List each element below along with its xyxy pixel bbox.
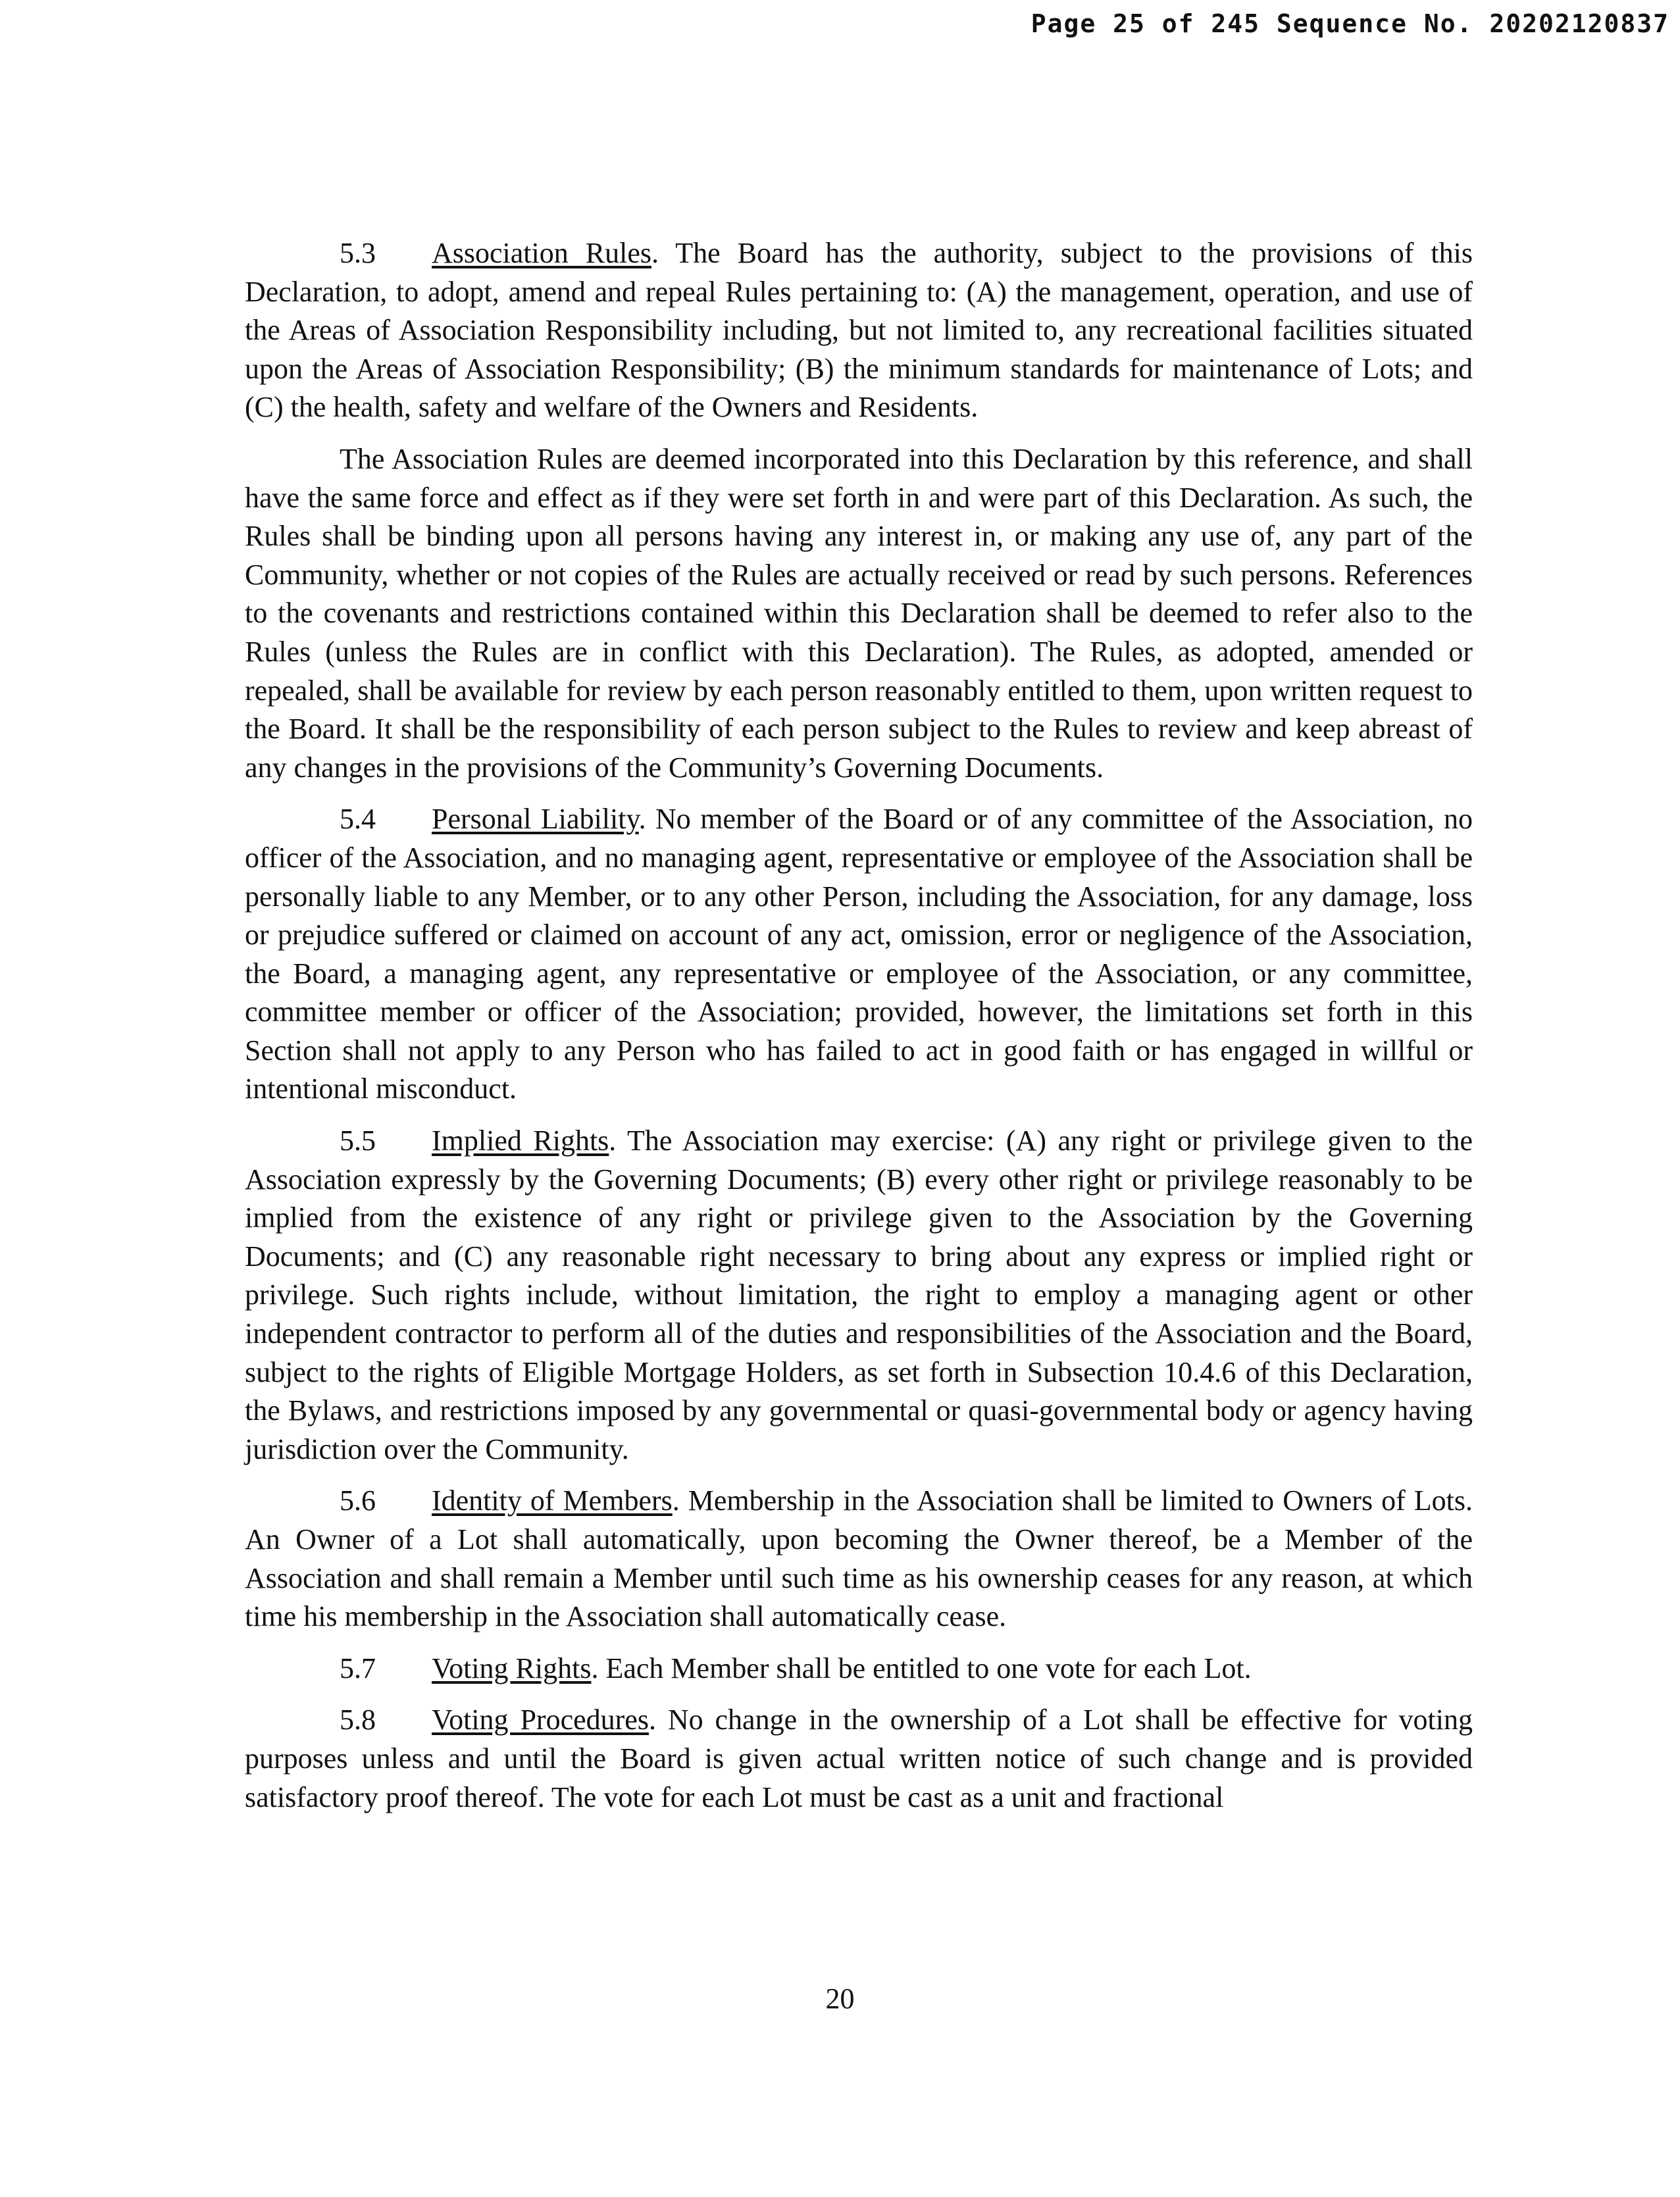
section-text: . The Board has the authority, subject to the provisions of this Declaration, to adopt, amend and repeal Rules pertaining to: (A) the management, operation, and use of the Areas of Association Responsibility including, but not limited to, any recreational facilities situated upon the Areas of Association Responsibility; (B) the minimum standards for maintenance of Lots; and (C) the health, safety and welfare of the Owners and Residents. bbox=[245, 237, 1473, 424]
section-text: . Membership in the Association shall be limited to Owners of Lots. An Owner of a Lot shall automatically, upon becoming the Owner thereof, be a Member of the Association and shall remain a Member until such time as his ownership ceases for any reason, at which time his membership in the Association shall automatically cease. bbox=[245, 1484, 1473, 1633]
section-heading: Implied Rights bbox=[432, 1124, 609, 1157]
section-text: . No change in the ownership of a Lot shall be effective for voting purposes unless and until the Board is given actual written notice of such change and is provided satisfactory proof thereof. The vote for each Lot must be cast as a unit and fractional bbox=[245, 1704, 1473, 1813]
section-heading: Voting Rights bbox=[432, 1652, 592, 1684]
section-heading: Personal Liability bbox=[432, 803, 639, 836]
section-5-3-continuation bbox=[245, 440, 1473, 787]
section-text: . Each Member shall be entitled to one vote for each Lot. bbox=[591, 1652, 1252, 1684]
section-number: 5.3 bbox=[340, 237, 376, 269]
section-number: 5.6 bbox=[340, 1484, 376, 1517]
section-heading: Association Rules bbox=[432, 237, 652, 269]
page-number: 20 bbox=[825, 1982, 855, 2015]
section-5-4 bbox=[245, 800, 1473, 1109]
page-sequence-header: Page 25 of 245 Sequence No. 20202120837 bbox=[1031, 9, 1669, 38]
document-body bbox=[245, 234, 1473, 1830]
section-number: 5.8 bbox=[340, 1704, 376, 1736]
section-heading: Identity of Members bbox=[432, 1484, 673, 1517]
section-5-3 bbox=[245, 234, 1473, 427]
section-text: The Association Rules are deemed incorporated into this Declaration by this reference, and shall have the same force and effect as if they were set forth in and were part of this Declaration. As such, the Rules shall be binding upon all persons having any interest in, or making any use of, any part of the Community, whether or not copies of the Rules are actually received or read by such persons. References to the covenants and restrictions contained within this Declaration shall be deemed to refer also to the Rules (unless the Rules are in conflict with this Declaration). The Rules, as adopted, amended or repealed, shall be available for review by each person reasonably entitled to them, upon written request to the Board. It shall be the responsibility of each person subject to the Rules to review and keep abreast of any changes in the provisions of the Community’s Governing Documents. bbox=[245, 442, 1473, 784]
section-number: 5.5 bbox=[340, 1124, 376, 1157]
section-5-8 bbox=[245, 1701, 1473, 1817]
section-5-7 bbox=[245, 1650, 1473, 1688]
section-text: . The Association may exercise: (A) any right or privilege given to the Association expressly by the Governing Documents; (B) every other right or privilege reasonably to be implied from the existence of any right or privilege given to the Association by the Governing Documents; and (C) any reasonable right necessary to bring about any express or implied right or privilege. Such rights include, without limitation, the right to employ a managing agent or other independent contractor to perform all of the duties and responsibilities of the Association and the Board, subject to the rights of Eligible Mortgage Holders, as set forth in Subsection 10.4.6 of this Declaration, the Bylaws, and restrictions imposed by any governmental or quasi-governmental body or agency having jurisdiction over the Community. bbox=[245, 1124, 1473, 1465]
section-number: 5.4 bbox=[340, 803, 376, 836]
section-number: 5.7 bbox=[340, 1652, 376, 1684]
section-heading: Voting Procedures bbox=[432, 1704, 649, 1736]
section-text: . No member of the Board or of any committee of the Association, no officer of the Association, and no managing agent, representative or employee of the Association shall be personally liable to any Member, or to any other Person, including the Association, for any damage, loss or prejudice suffered or claimed on account of any act, omission, error or negligence of the Association, the Board, a managing agent, any representative or employee of the Association, or any committee, committee member or officer of the Association; provided, however, the limitations set forth in this Section shall not apply to any Person who has failed to act in good faith or has engaged in willful or intentional misconduct. bbox=[245, 803, 1473, 1105]
section-5-6 bbox=[245, 1482, 1473, 1636]
section-5-5 bbox=[245, 1122, 1473, 1469]
